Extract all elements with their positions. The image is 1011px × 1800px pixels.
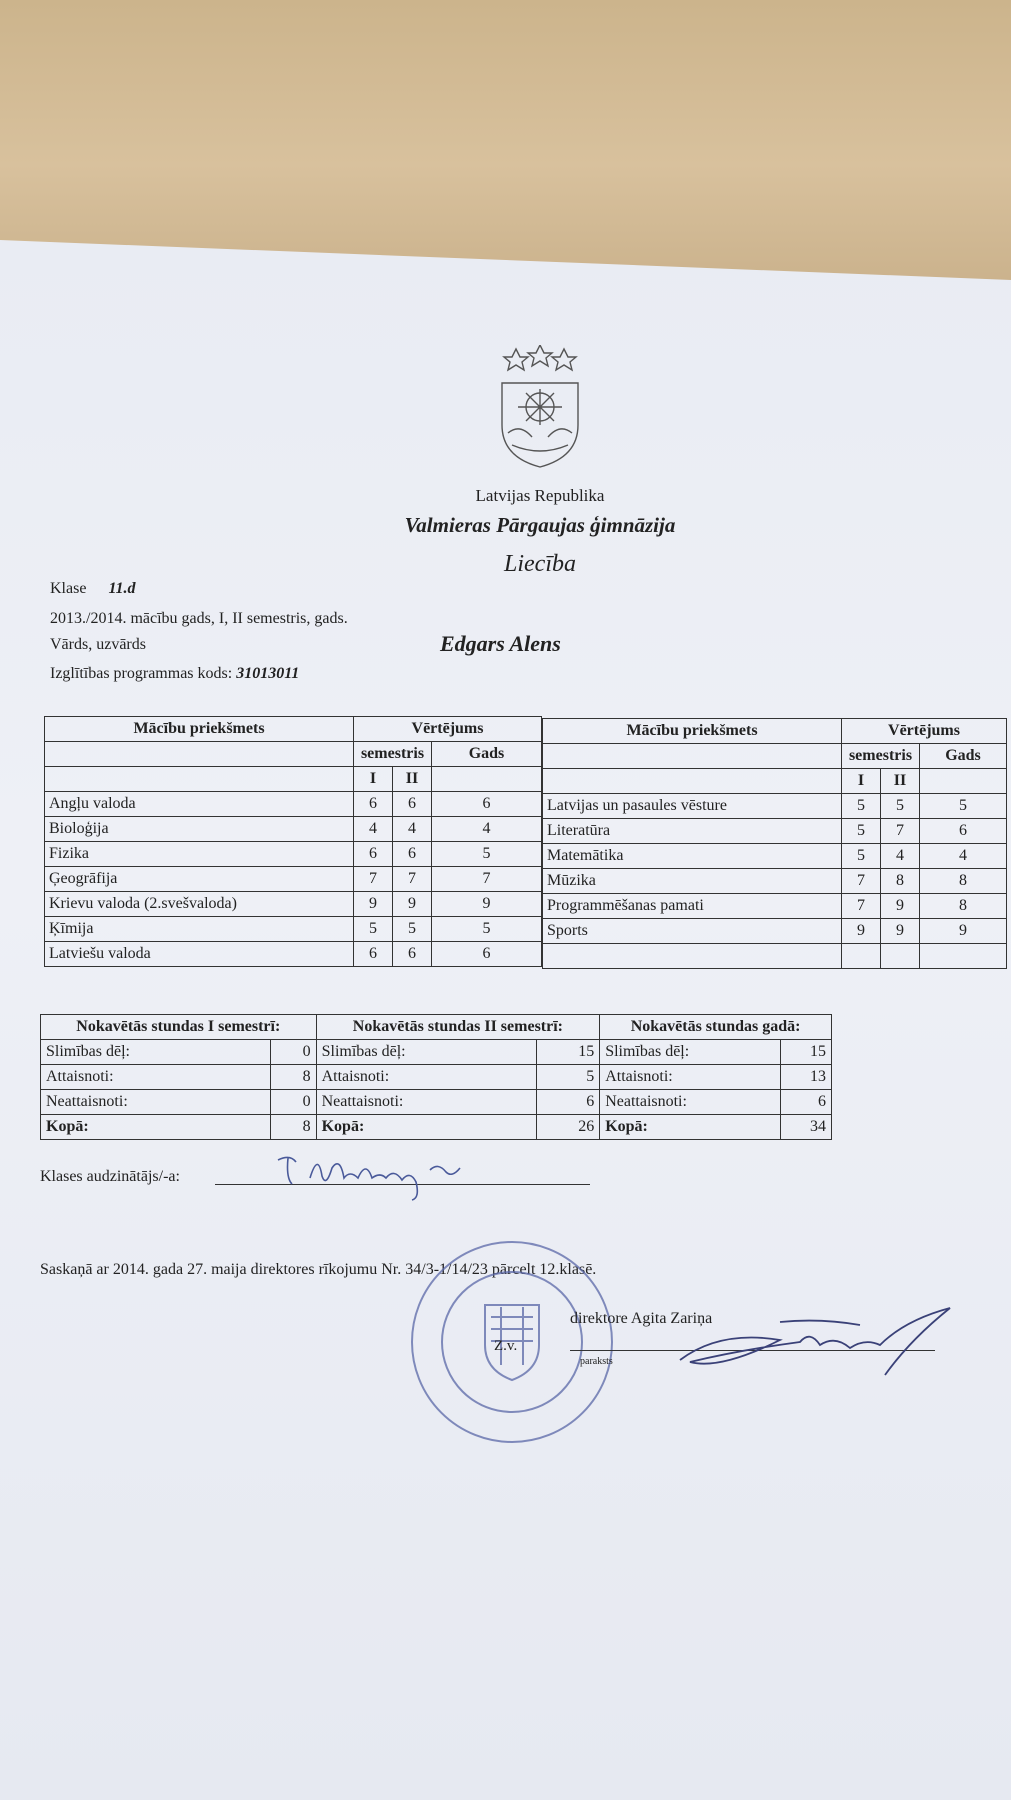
subject-cell: Angļu valoda	[45, 792, 354, 817]
row-label: Neattaisnoti:	[41, 1090, 271, 1115]
grade-cell: 5	[432, 842, 542, 867]
table-row	[41, 1065, 832, 1090]
subject-cell: Ģeogrāfija	[45, 867, 354, 892]
subject-cell: Latviešu valoda	[45, 942, 354, 967]
program-label: Izglītības programmas kods:	[50, 665, 233, 682]
table-row	[45, 817, 542, 842]
subject-cell: Mūzika	[543, 869, 842, 894]
stamp-place-mark: Z.v.	[494, 1338, 518, 1354]
subject-cell: Latvijas un pasaules vēsture	[543, 794, 842, 819]
row-label: Attaisnoti:	[316, 1065, 537, 1090]
grade-cell: 9	[432, 892, 542, 917]
grade-cell: 9	[881, 894, 920, 919]
table-row	[45, 842, 542, 867]
value-cell: 0	[270, 1040, 316, 1065]
grade-cell: 4	[393, 817, 432, 842]
sem1-header: I	[842, 769, 881, 794]
absences-header-sem1: Nokavētās stundas I semestrī:	[41, 1015, 317, 1040]
grade-cell: 5	[393, 917, 432, 942]
table-row	[45, 892, 542, 917]
value-cell: 26	[537, 1115, 600, 1140]
subject-cell: Literatūra	[543, 819, 842, 844]
director-name: direktore Agita Zariņa	[570, 1310, 713, 1327]
teacher-signature-icon	[270, 1148, 480, 1203]
sem1-header: I	[354, 767, 393, 792]
grades-table-left	[44, 716, 542, 967]
subject-header: Mācību priekšmets	[45, 717, 354, 742]
grade-cell: 7	[393, 867, 432, 892]
absences-header-year: Nokavētās stundas gadā:	[600, 1015, 832, 1040]
grade-cell: 6	[354, 942, 393, 967]
subject-cell: Bioloģija	[45, 817, 354, 842]
table-row	[543, 944, 1007, 969]
table-row	[41, 1040, 832, 1065]
table-row	[543, 919, 1007, 944]
row-label: Attaisnoti:	[600, 1065, 780, 1090]
table-row	[543, 819, 1007, 844]
program-row	[50, 665, 299, 683]
document-title: Liecība	[504, 551, 576, 577]
row-label: Slimības dēļ:	[600, 1040, 780, 1065]
value-cell: 0	[270, 1090, 316, 1115]
table-row	[45, 867, 542, 892]
table-row	[543, 894, 1007, 919]
coat-of-arms-icon	[498, 345, 582, 470]
table-row	[543, 844, 1007, 869]
grade-cell: 6	[432, 942, 542, 967]
row-label: Neattaisnoti:	[600, 1090, 780, 1115]
value-cell: 8	[270, 1065, 316, 1090]
subject-cell: Matemātika	[543, 844, 842, 869]
table-row	[543, 869, 1007, 894]
subject-cell: Fizika	[45, 842, 354, 867]
row-label: Kopā:	[41, 1115, 271, 1140]
grade-cell: 9	[842, 919, 881, 944]
grade-cell: 5	[354, 917, 393, 942]
grade-cell: 4	[920, 844, 1007, 869]
republic-label: Latvijas Republika	[475, 486, 605, 505]
grade-cell: 8	[920, 869, 1007, 894]
table-row	[41, 1115, 832, 1140]
grade-cell: 9	[393, 892, 432, 917]
grade-cell: 5	[842, 844, 881, 869]
row-label: Kopā:	[316, 1115, 537, 1140]
value-cell: 6	[537, 1090, 600, 1115]
table-row	[543, 794, 1007, 819]
year-header: Gads	[920, 744, 1007, 769]
year-header: Gads	[432, 742, 542, 767]
grade-cell: 6	[393, 942, 432, 967]
grade-cell: 8	[920, 894, 1007, 919]
semester-header: semestris	[354, 742, 432, 767]
class-row	[50, 580, 136, 598]
grade-cell: 6	[393, 842, 432, 867]
sem2-header: II	[393, 767, 432, 792]
row-label: Neattaisnoti:	[316, 1090, 537, 1115]
grade-cell: 6	[432, 792, 542, 817]
value-cell: 15	[780, 1040, 831, 1065]
class-label: Klase	[50, 580, 87, 597]
table-row	[45, 942, 542, 967]
row-label: Kopā:	[600, 1115, 780, 1140]
table-row	[41, 1090, 832, 1115]
grade-cell: 7	[354, 867, 393, 892]
grade-cell: 8	[881, 869, 920, 894]
value-cell: 6	[780, 1090, 831, 1115]
grade-cell: 7	[842, 869, 881, 894]
grade-cell: 6	[920, 819, 1007, 844]
score-header: Vērtējums	[354, 717, 542, 742]
grade-cell: 6	[393, 792, 432, 817]
sem2-header: II	[881, 769, 920, 794]
value-cell: 13	[780, 1065, 831, 1090]
value-cell: 8	[270, 1115, 316, 1140]
grade-cell: 5	[920, 794, 1007, 819]
teacher-label: Klases audzinātājs/-a:	[40, 1168, 180, 1185]
row-label: Slimības dēļ:	[41, 1040, 271, 1065]
grade-cell: 4	[432, 817, 542, 842]
grade-cell: 4	[354, 817, 393, 842]
school-year: 2013./2014. mācību gads, I, II semestris, gads.	[50, 610, 348, 627]
value-cell: 5	[537, 1065, 600, 1090]
subject-cell: Sports	[543, 919, 842, 944]
school-name: Valmieras Pārgaujas ģimnāzija	[404, 513, 676, 537]
value-cell: 34	[780, 1115, 831, 1140]
grades-table-right	[542, 718, 1007, 969]
score-header: Vērtējums	[842, 719, 1007, 744]
grade-cell: 5	[432, 917, 542, 942]
grade-cell: 5	[881, 794, 920, 819]
program-code: 31013011	[236, 665, 300, 682]
subject-header: Mācību priekšmets	[543, 719, 842, 744]
absences-table	[40, 1014, 832, 1140]
grade-cell: 4	[881, 844, 920, 869]
grade-cell: 5	[842, 794, 881, 819]
signature-caption: paraksts	[580, 1356, 613, 1367]
director-signature-icon	[660, 1300, 960, 1380]
grade-cell: 7	[842, 894, 881, 919]
table-row	[45, 792, 542, 817]
grade-cell: 9	[354, 892, 393, 917]
grade-cell: 7	[881, 819, 920, 844]
grade-cell: 7	[432, 867, 542, 892]
grade-cell: 9	[881, 919, 920, 944]
grade-cell: 5	[842, 819, 881, 844]
subject-cell: Krievu valoda (2.svešvaloda)	[45, 892, 354, 917]
name-label: Vārds, uzvārds	[50, 636, 146, 653]
subject-cell: Ķīmija	[45, 917, 354, 942]
row-label: Slimības dēļ:	[316, 1040, 537, 1065]
subject-cell: Programmēšanas pamati	[543, 894, 842, 919]
row-label: Attaisnoti:	[41, 1065, 271, 1090]
semester-header: semestris	[842, 744, 920, 769]
table-row	[45, 917, 542, 942]
absences-header-sem2: Nokavētās stundas II semestrī:	[316, 1015, 600, 1040]
transfer-decision: Saskaņā ar 2014. gada 27. maija direktores rīkojumu Nr. 34/3-1/14/23 pārcelt 12.klasē.	[40, 1261, 597, 1278]
value-cell: 15	[537, 1040, 600, 1065]
grade-cell: 6	[354, 792, 393, 817]
grade-cell: 6	[354, 842, 393, 867]
student-name: Edgars Alens	[440, 631, 561, 656]
grade-cell: 9	[920, 919, 1007, 944]
class-value: 11.d	[108, 580, 136, 597]
